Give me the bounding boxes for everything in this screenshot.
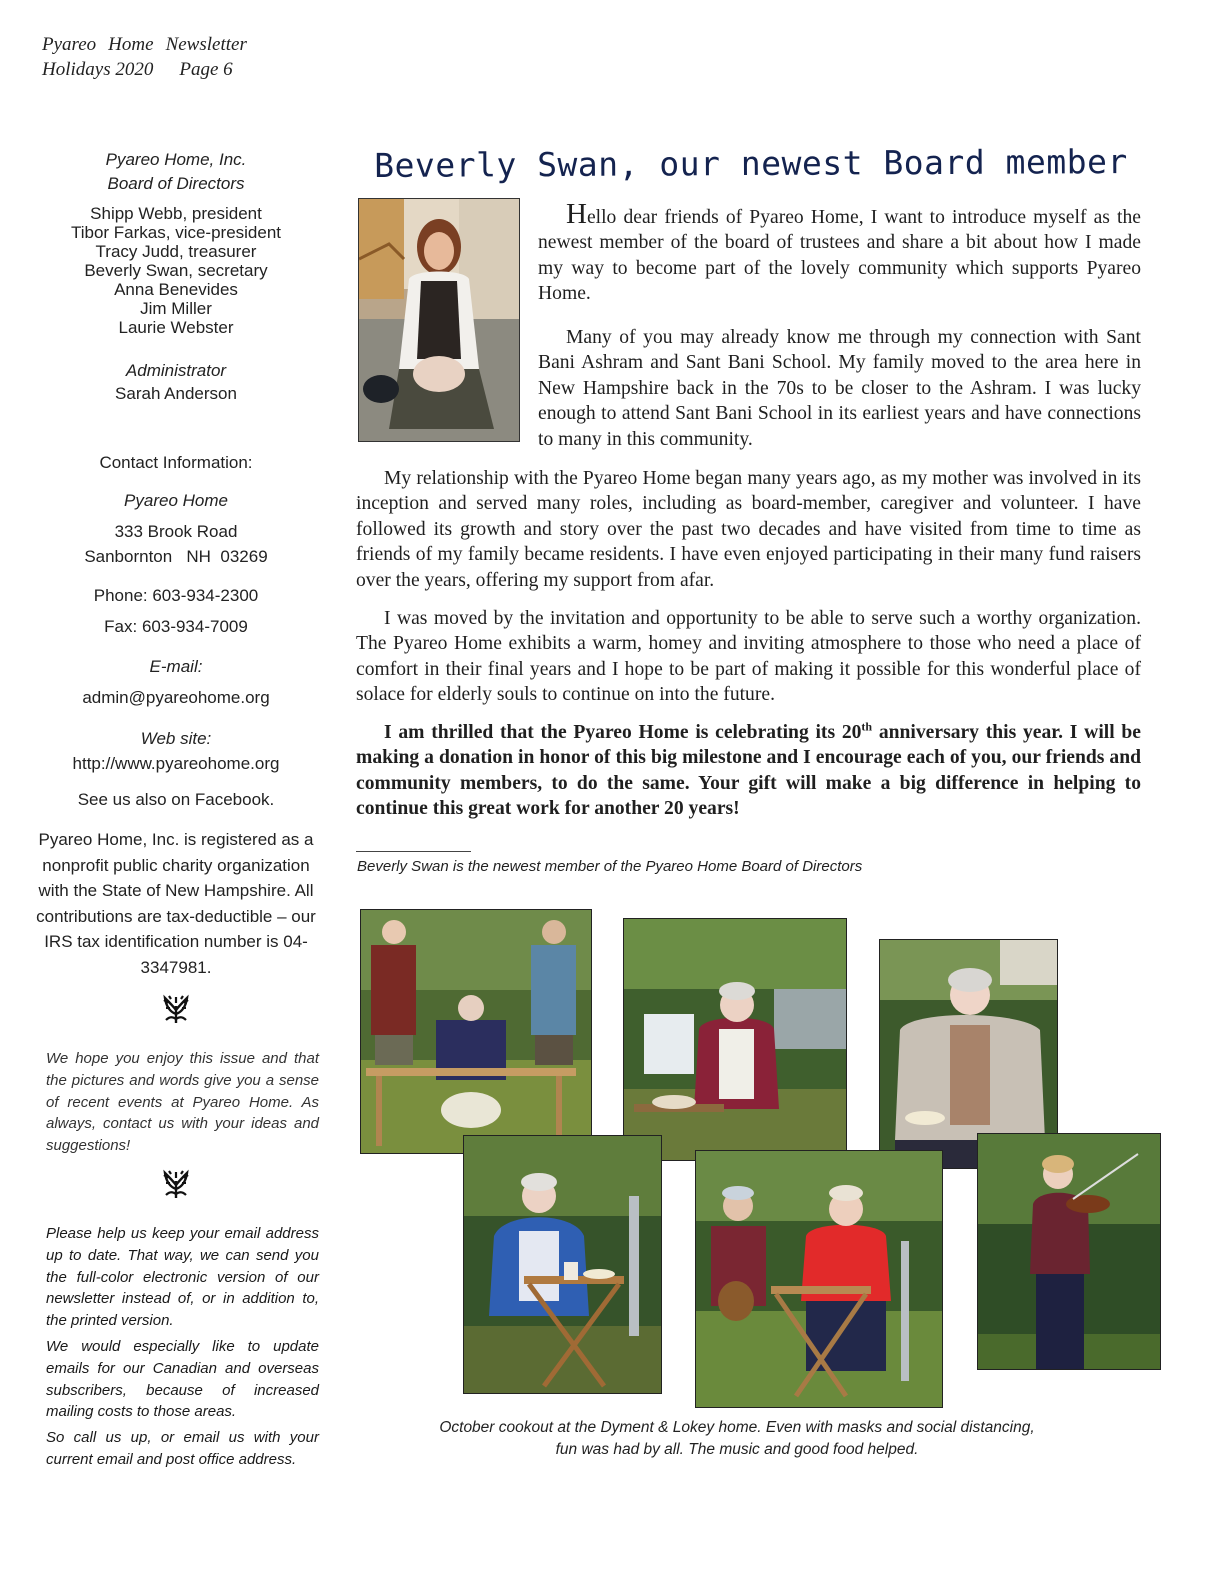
beverly-portrait-photo bbox=[358, 198, 520, 442]
contact-heading: Contact Information: bbox=[99, 453, 253, 472]
administrator-block bbox=[30, 359, 322, 405]
cookout-photo-violinist bbox=[977, 1133, 1161, 1370]
director-item: Tibor Farkas, vice-president bbox=[70, 223, 282, 242]
director-item: Beverly Swan, secretary bbox=[84, 261, 268, 280]
email-link[interactable]: admin@pyareohome.org bbox=[82, 688, 270, 707]
publication-name bbox=[42, 32, 247, 57]
cookout-photo-group bbox=[360, 909, 592, 1154]
cookout-caption bbox=[380, 1417, 1094, 1461]
article-paragraph-3: My relationship with the Pyareo Home began many years ago, as my mother was involved in its inception and served many roles, including as board-member, caregiver and volunteer. I have followed its growth and story over the past two decades and have visited from time to time as friends of my family became residents. I have even enjoyed participating in their many fund raisers over the years, offering my support from afar. bbox=[356, 468, 1141, 591]
phone-number: Phone: 603-934-2300 bbox=[93, 586, 259, 605]
nonprofit-statement: Pyareo Home, Inc. is registered as a nonprofit public charity organization with the State of New Hampshire. All contributions are tax-deductible – our IRS tax identification number is 04-3347981. bbox=[36, 830, 316, 977]
fax-number: Fax: 603-934-7009 bbox=[104, 617, 248, 636]
director-item: Shipp Webb, president bbox=[90, 204, 262, 223]
caption-rule bbox=[356, 851, 471, 852]
paragraph-text: ello dear friends of Pyareo Home, I want to introduce myself as the newest member of the board of trustees and share a bit about how I made my way to become part of the lovely community which supports Pyareo Home. bbox=[538, 207, 1141, 305]
pub-name-word: Newsletter bbox=[165, 34, 247, 55]
ordinal-suffix: th bbox=[861, 719, 873, 734]
article-paragraph-2: Many of you may already know me through my connection with Sant Bani Ashram and Sant Bani School. My family moved to the area here in New Hampshire back in the 70s to be closer to the Ashram. I was lucky enough to attend Sant Bani School in its earliest years and have connections to many in this community. bbox=[538, 327, 1141, 450]
paragraph-text: I am thrilled that the Pyareo Home is celebrating its 20 bbox=[384, 722, 862, 743]
facebook-note: See us also on Facebook. bbox=[77, 790, 275, 809]
page-number: Page 6 bbox=[179, 59, 233, 80]
issue-line bbox=[42, 57, 247, 82]
article-paragraph-5 bbox=[356, 720, 1141, 822]
article-paragraph-1 bbox=[538, 198, 1141, 307]
cookout-photo-two-men-dog bbox=[695, 1150, 943, 1408]
paragraph-text: anniversary this year. I will be making a donation in honor of this big milestone and I encourage each of you, our friends and community members, to do the same. Your gift will make a big difference in helping to continue this great work for another 20 years! bbox=[356, 722, 1141, 820]
address-line: 333 Brook Road bbox=[114, 522, 238, 541]
director-item: Anna Benevides bbox=[114, 280, 238, 299]
contact-request-note: So call us up, or email us with your current email and post office address. bbox=[46, 1429, 319, 1468]
director-item: Jim Miller bbox=[140, 299, 212, 318]
article-paragraph-4: I was moved by the invitation and opportunity to be able to serve such a worthy organization. The Pyareo Home exhibits a warm, homey and inviting atmosphere to those who need a place of comfort in their final years and I hope to be part of making it possible for this wonderful place of solace for elderly souls to continue on into the future. bbox=[356, 608, 1141, 706]
sidebar bbox=[30, 148, 322, 1471]
email-label: E-mail: bbox=[149, 657, 203, 676]
contact-org: Pyareo Home bbox=[124, 491, 228, 510]
caption-line: October cookout at the Dyment & Lokey home. Even with masks and social distancing, bbox=[439, 1419, 1035, 1436]
leaf-ornament-icon bbox=[30, 1169, 322, 1201]
article-headline: Beverly Swan, our newest Board member bbox=[374, 142, 1128, 185]
running-head bbox=[42, 32, 247, 82]
pub-name-word: Pyareo bbox=[42, 34, 97, 55]
directors-list bbox=[30, 204, 322, 337]
address-line: Sanbornton NH 03269 bbox=[84, 547, 268, 566]
email-update-note: Please help us keep your email address up to date. That way, we can send you the full-color electronic version of our newsletter instead of, or in addition to, the printed version. bbox=[46, 1224, 319, 1330]
pub-name-word: Home bbox=[108, 34, 154, 55]
cookout-photo-woman-blue-vest bbox=[463, 1135, 662, 1394]
board-org: Pyareo Home, Inc. bbox=[105, 150, 247, 169]
director-item: Laurie Webster bbox=[118, 318, 234, 337]
board-heading bbox=[30, 148, 322, 196]
drop-cap: H bbox=[566, 198, 587, 230]
director-item: Tracy Judd, treasurer bbox=[95, 242, 257, 261]
website-label: Web site: bbox=[140, 729, 212, 748]
administrator-label: Administrator bbox=[125, 361, 227, 380]
leaf-ornament-icon bbox=[30, 994, 322, 1026]
enjoy-note: We hope you enjoy this issue and that the pictures and words give you a sense of recent events at Pyareo Home. As always, contact us with your ideas and suggestions! bbox=[46, 1050, 319, 1155]
mailing-address bbox=[30, 519, 322, 569]
website-link[interactable]: http://www.pyareohome.org bbox=[72, 754, 280, 773]
overseas-note: We would especially like to update emails for our Canadian and overseas subscribers, because of increased mailing costs to those areas. bbox=[46, 1337, 319, 1421]
caption-line: fun was had by all. The music and good food helped. bbox=[555, 1441, 919, 1458]
issue-label: Holidays 2020 bbox=[42, 59, 154, 80]
portrait-caption: Beverly Swan is the newest member of the Pyareo Home Board of Directors bbox=[357, 858, 863, 875]
cookout-photo-woman-red-sweater bbox=[623, 918, 847, 1161]
board-title: Board of Directors bbox=[107, 174, 245, 193]
administrator-name: Sarah Anderson bbox=[115, 384, 237, 403]
